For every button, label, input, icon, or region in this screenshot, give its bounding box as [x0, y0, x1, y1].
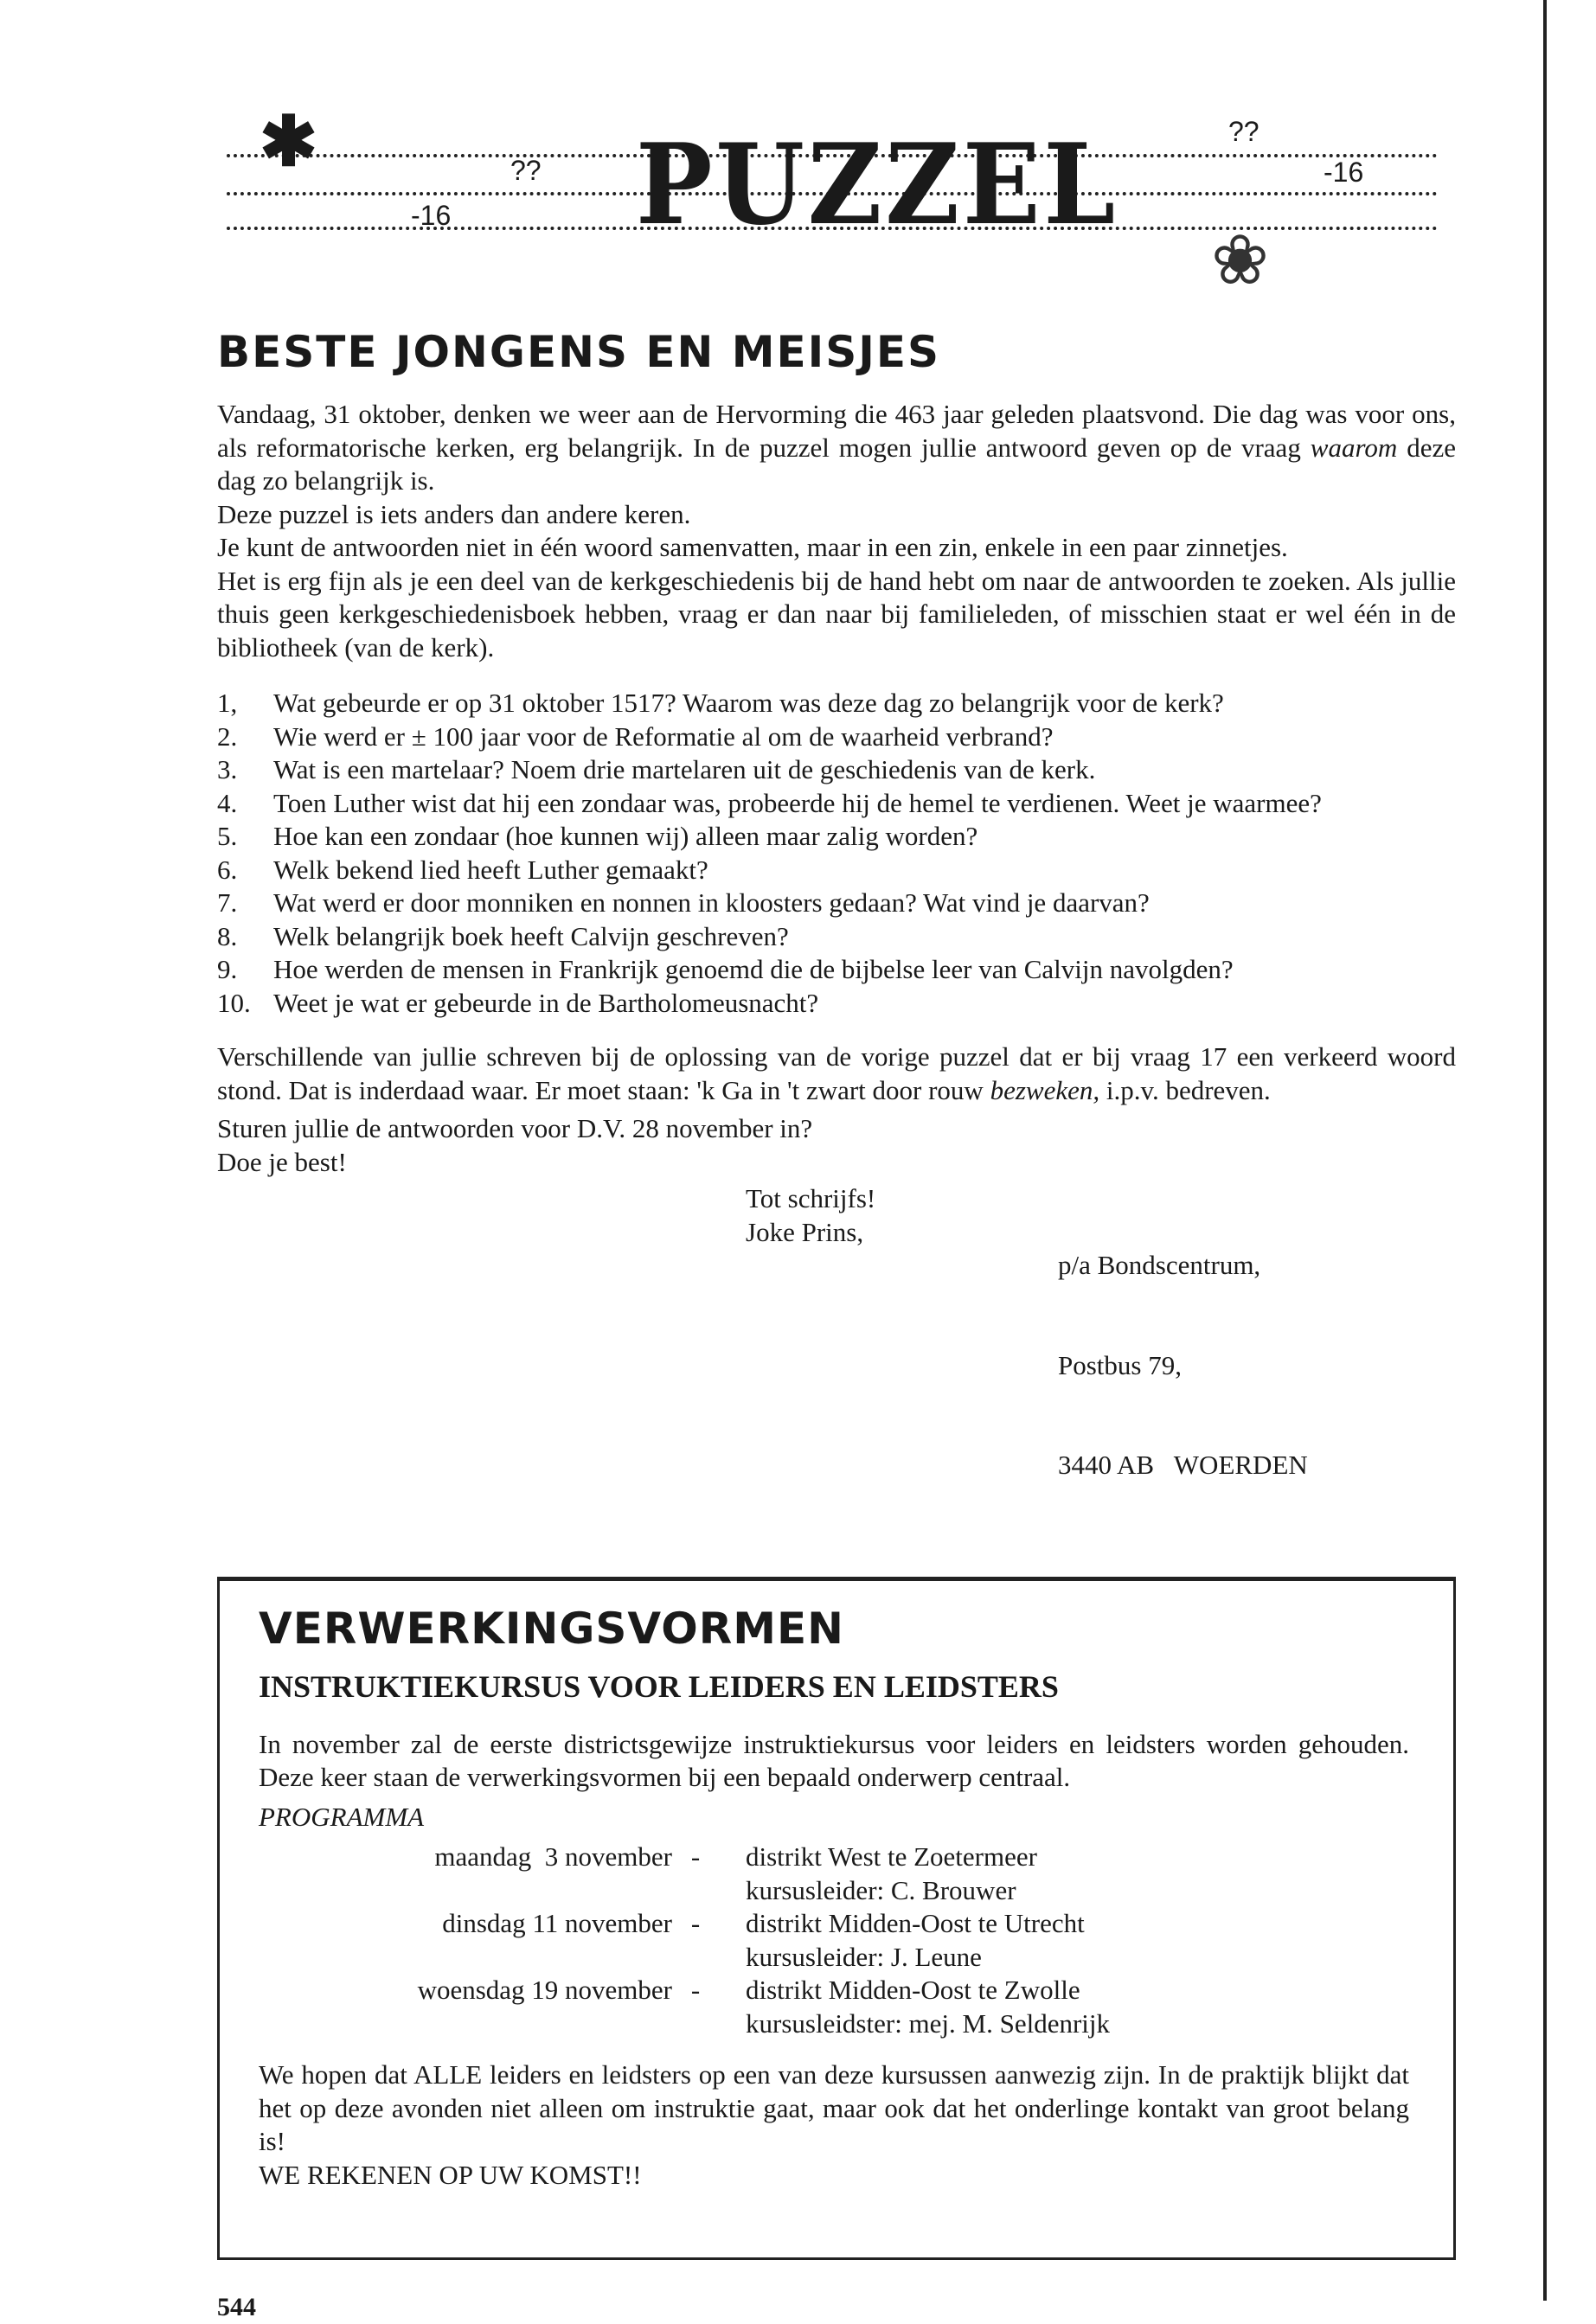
page-edge-line: [1543, 0, 1547, 2301]
signature-block: [217, 1182, 1456, 1549]
program-row: dinsdag 11 november - distrikt Midden-Oost te Utrecht kursusleider: J. Leune: [259, 1907, 1412, 1974]
question-list: [217, 687, 1456, 1020]
question-marks: ??: [1228, 117, 1259, 147]
header-number: -16: [411, 201, 451, 231]
intro-text: Vandaag, 31 oktober, denken we weer aan de Hervorming die 463 jaar geleden plaatsvond. Die dag was voor ons, als reformatorische kerken, erg belangrijk. In de puzzel mogen jullie antwoord geven op de vraag waarom deze dag zo belangrijk is. Deze puzzel is iets anders dan andere keren. Je kunt de antwoorden niet in één woord samenvatten, maar in een zin, enkele in een paar zinnetjes. Het is erg fijn als je een deel van de kerkgeschiedenis bij de hand hebt om naar de antwoorden te zoeken. Als jullie thuis geen kerkgeschiedenisboek hebben, vraag er dan naar bij familieleden, of misschien staat er wel één in de bibliotheek (van de kerk).: [217, 398, 1456, 664]
address: p/a Bondscentrum, Postbus 79, 3440 AB WOERDEN: [1058, 1182, 1308, 1549]
question-item: 6. Welk bekend lied heeft Luther gemaakt?: [217, 854, 1456, 887]
section-heading: BESTE JONGENS EN MEISJES: [217, 327, 940, 377]
correction-text: Verschillende van jullie schreven bij de oplossing van de vorige puzzel dat er bij vraag 17 een verkeerd woord stond. Dat is inderdaad waar. Er moet staan: 'k Ga in 't zwart door rouw bezweken, i.p.v. bedreven.: [217, 1040, 1456, 1107]
program-row: woensdag 19 november - distrikt Midden-Oost te Zwolle kursusleidster: mej. M. Seldenrijk: [259, 1974, 1412, 2040]
question-item: 8. Welk belangrijk boek heeft Calvijn geschreven?: [217, 920, 1456, 954]
program-list: [259, 1841, 1412, 2040]
box-subtitle: INSTRUKTIEKURSUS VOOR LEIDERS EN LEIDSTERS: [259, 1668, 1412, 1706]
question-item: 4. Toen Luther wist dat hij een zondaar was, probeerde hij de hemel te verdienen. Weet je waarmee?: [217, 787, 1456, 821]
signature: Tot schrijfs! Joke Prins,: [746, 1182, 1058, 1549]
announcement-box: [217, 1577, 1456, 2260]
box-outro: We hopen dat ALLE leiders en leidsters op een van deze kursussen aanwezig zijn. In de praktijk blijkt dat het op deze avonden niet alleen om instruktie gaat, maar ook dat het onderlinge kontakt van groot belang is! WE REKENEN OP UW KOMST!!: [259, 2058, 1409, 2192]
asterisk-ornament-icon: ✱: [260, 108, 317, 177]
question-item: 9. Hoe werden de mensen in Frankrijk genoemd die de bijbelse leer van Calvijn navolgden?: [217, 953, 1456, 987]
question-item: 10. Weet je wat er gebeurde in de Bartholomeusnacht?: [217, 987, 1456, 1021]
main-column: [217, 398, 1456, 2324]
question-item: 2. Wie werd er ± 100 jaar voor de Reformatie al om de waarheid verbrand?: [217, 720, 1456, 754]
header-number: -16: [1324, 157, 1363, 188]
flower-ornament-icon: ❀: [1211, 227, 1269, 296]
question-item: 5. Hoe kan een zondaar (hoe kunnen wij) alleen maar zalig worden?: [217, 820, 1456, 854]
program-label: PROGRAMMA: [259, 1801, 1409, 1834]
box-title: VERWERKINGSVORMEN: [259, 1604, 1412, 1654]
closing-text: Sturen jullie de antwoorden voor D.V. 28 november in? Doe je best!: [217, 1112, 1456, 1179]
question-item: 7. Wat werd er door monniken en nonnen in kloosters gedaan? Wat vind je daarvan?: [217, 887, 1456, 920]
program-row: maandag 3 november - distrikt West te Zoetermeer kursusleider: C. Brouwer: [259, 1841, 1412, 1907]
question-marks: ??: [510, 156, 542, 186]
puzzle-title: PUZZEL: [636, 130, 1118, 240]
page-number: 544: [217, 2291, 1456, 2324]
question-item: 1, Wat gebeurde er op 31 oktober 1517? Waarom was deze dag zo belangrijk voor de kerk?: [217, 687, 1456, 720]
question-item: 3. Wat is een martelaar? Noem drie martelaren uit de geschiedenis van de kerk.: [217, 753, 1456, 787]
box-intro: In november zal de eerste districtsgewijze instruktiekursus voor leiders en leidsters worden gehouden. Deze keer staan de verwerkingsvormen bij een bepaald onderwerp centraal.: [259, 1728, 1409, 1795]
